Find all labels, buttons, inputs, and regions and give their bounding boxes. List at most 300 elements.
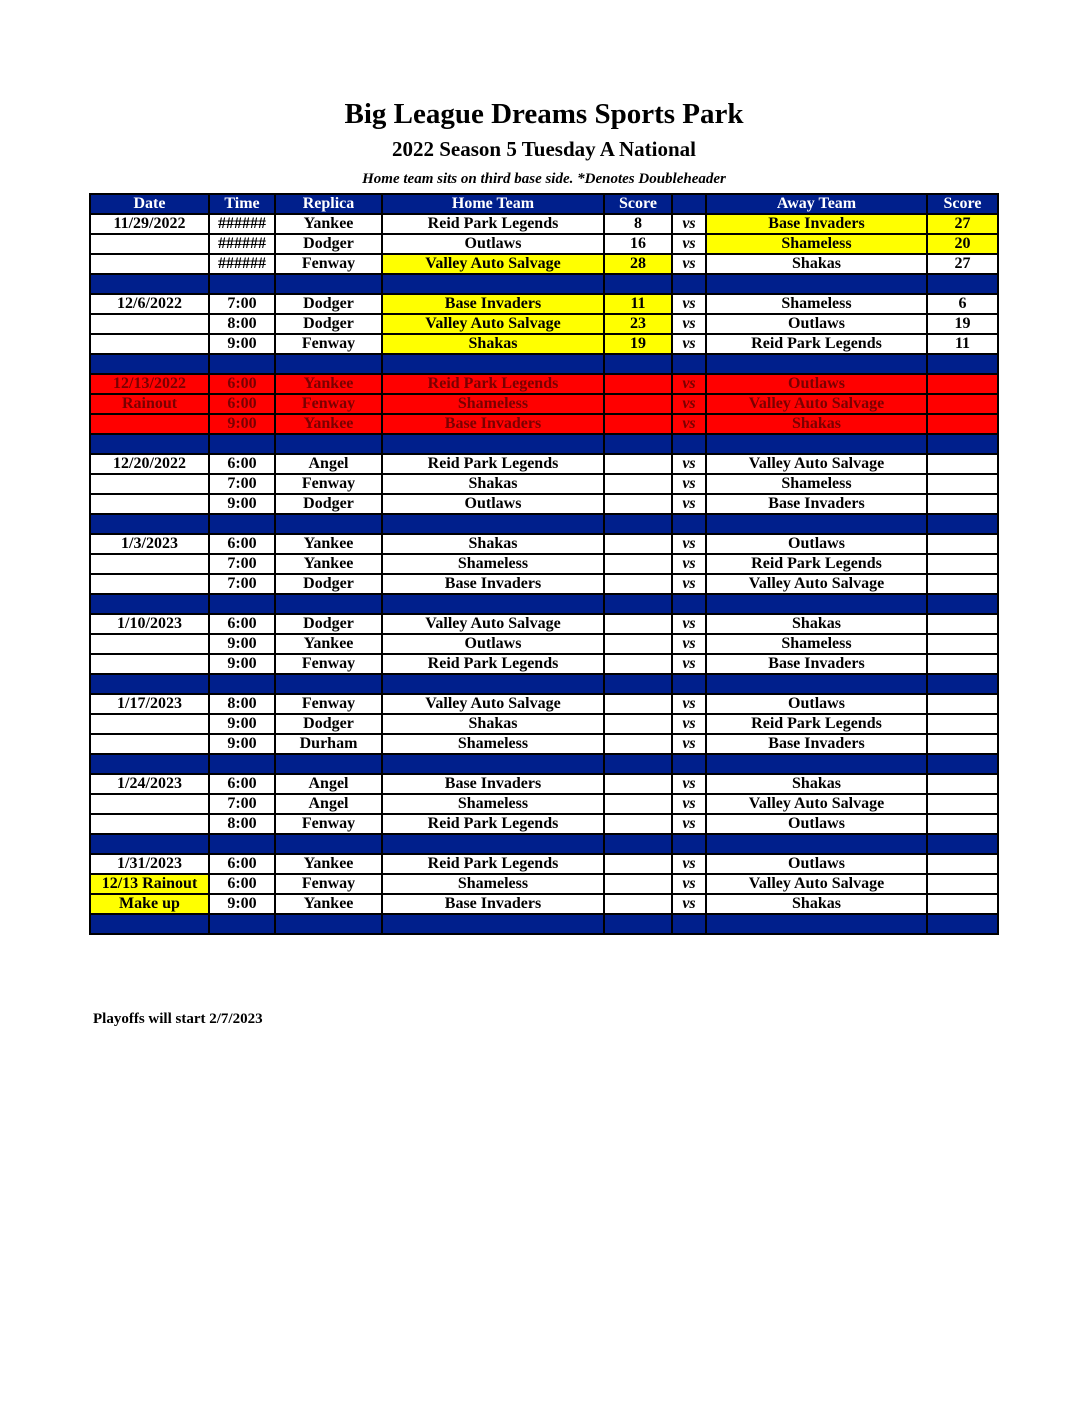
away-score-cell xyxy=(927,534,998,554)
time-cell: 6:00 xyxy=(209,874,275,894)
time-cell: 8:00 xyxy=(209,694,275,714)
home-score-cell xyxy=(604,494,672,514)
time-cell: 8:00 xyxy=(209,314,275,334)
game-row xyxy=(90,314,998,334)
home-team-cell: Base Invaders xyxy=(382,414,604,434)
page-title: Big League Dreams Sports Park xyxy=(344,98,744,130)
spacer-cell xyxy=(275,514,382,534)
away-team-cell: Shameless xyxy=(706,294,927,314)
date-cell: 12/13 Rainout xyxy=(90,874,209,894)
away-score-cell xyxy=(927,474,998,494)
spacer-cell xyxy=(209,834,275,854)
spacer-cell xyxy=(672,434,706,454)
spacer-row xyxy=(90,674,998,694)
home-score-cell xyxy=(604,894,672,914)
spacer-row xyxy=(90,434,998,454)
game-row xyxy=(90,374,998,394)
spacer-row xyxy=(90,914,998,934)
spacer-cell xyxy=(275,434,382,454)
spacer-cell xyxy=(927,754,998,774)
spacer-cell xyxy=(275,594,382,614)
away-score-cell xyxy=(927,574,998,594)
spacer-row xyxy=(90,274,998,294)
home-score-cell xyxy=(604,614,672,634)
spacer-cell xyxy=(927,674,998,694)
vs-cell: vs xyxy=(672,534,706,554)
spacer-cell xyxy=(706,354,927,374)
game-row xyxy=(90,854,998,874)
home-score-cell xyxy=(604,714,672,734)
vs-cell: vs xyxy=(672,314,706,334)
header-away-score: Score xyxy=(927,194,998,214)
replica-cell: Angel xyxy=(275,454,382,474)
home-score-cell: 23 xyxy=(604,314,672,334)
schedule-body xyxy=(90,214,998,934)
spacer-cell xyxy=(382,434,604,454)
spacer-cell xyxy=(927,514,998,534)
home-score-cell: 19 xyxy=(604,334,672,354)
date-cell: 1/24/2023 xyxy=(90,774,209,794)
header-row xyxy=(90,194,998,214)
time-cell: 8:00 xyxy=(209,814,275,834)
away-score-cell xyxy=(927,774,998,794)
game-row xyxy=(90,214,998,234)
home-team-cell: Shameless xyxy=(382,874,604,894)
date-cell: 1/17/2023 xyxy=(90,694,209,714)
home-team-cell: Reid Park Legends xyxy=(382,814,604,834)
home-team-cell: Valley Auto Salvage xyxy=(382,314,604,334)
spacer-cell xyxy=(604,674,672,694)
replica-cell: Yankee xyxy=(275,534,382,554)
spacer-cell xyxy=(90,914,209,934)
replica-cell: Fenway xyxy=(275,334,382,354)
spacer-cell xyxy=(382,594,604,614)
game-row xyxy=(90,734,998,754)
away-team-cell: Shakas xyxy=(706,254,927,274)
home-team-cell: Base Invaders xyxy=(382,294,604,314)
game-row xyxy=(90,394,998,414)
home-score-cell xyxy=(604,694,672,714)
vs-cell: vs xyxy=(672,774,706,794)
vs-cell: vs xyxy=(672,634,706,654)
vs-cell: vs xyxy=(672,854,706,874)
spacer-cell xyxy=(275,274,382,294)
time-cell: 6:00 xyxy=(209,394,275,414)
home-team-cell: Base Invaders xyxy=(382,894,604,914)
game-row xyxy=(90,814,998,834)
spacer-cell xyxy=(706,834,927,854)
time-cell: 6:00 xyxy=(209,454,275,474)
time-cell: 6:00 xyxy=(209,374,275,394)
spacer-cell xyxy=(706,434,927,454)
home-score-cell: 16 xyxy=(604,234,672,254)
spacer-cell xyxy=(927,434,998,454)
spacer-cell xyxy=(604,594,672,614)
away-team-cell: Valley Auto Salvage xyxy=(706,454,927,474)
home-team-cell: Shameless xyxy=(382,554,604,574)
away-team-cell: Outlaws xyxy=(706,854,927,874)
time-cell: 6:00 xyxy=(209,854,275,874)
vs-cell: vs xyxy=(672,414,706,434)
replica-cell: Durham xyxy=(275,734,382,754)
spacer-cell xyxy=(382,274,604,294)
replica-cell: Fenway xyxy=(275,694,382,714)
date-cell xyxy=(90,234,209,254)
page-subtitle: 2022 Season 5 Tuesday A National xyxy=(391,137,696,161)
spacer-cell xyxy=(927,914,998,934)
spacer-cell xyxy=(706,514,927,534)
date-cell xyxy=(90,814,209,834)
away-score-cell: 19 xyxy=(927,314,998,334)
date-cell: 1/10/2023 xyxy=(90,614,209,634)
spacer-cell xyxy=(672,674,706,694)
replica-cell: Yankee xyxy=(275,894,382,914)
away-score-cell xyxy=(927,694,998,714)
spacer-row xyxy=(90,354,998,374)
spacer-cell xyxy=(275,914,382,934)
playoffs-note: Playoffs will start 2/7/2023 xyxy=(93,1011,263,1027)
away-team-cell: Base Invaders xyxy=(706,654,927,674)
header-time: Time xyxy=(209,194,275,214)
time-cell: 7:00 xyxy=(209,794,275,814)
spacer-cell xyxy=(209,514,275,534)
spacer-cell xyxy=(209,914,275,934)
vs-cell: vs xyxy=(672,874,706,894)
replica-cell: Dodger xyxy=(275,294,382,314)
time-cell: 9:00 xyxy=(209,654,275,674)
replica-cell: Yankee xyxy=(275,374,382,394)
replica-cell: Dodger xyxy=(275,494,382,514)
game-row xyxy=(90,614,998,634)
date-cell xyxy=(90,414,209,434)
vs-cell: vs xyxy=(672,374,706,394)
game-row xyxy=(90,294,998,314)
away-team-cell: Valley Auto Salvage xyxy=(706,574,927,594)
away-score-cell: 20 xyxy=(927,234,998,254)
spacer-cell xyxy=(275,354,382,374)
replica-cell: Fenway xyxy=(275,814,382,834)
home-team-cell: Outlaws xyxy=(382,634,604,654)
away-score-cell xyxy=(927,494,998,514)
time-cell: ###### xyxy=(209,214,275,234)
spacer-cell xyxy=(706,914,927,934)
away-score-cell xyxy=(927,454,998,474)
vs-cell: vs xyxy=(672,614,706,634)
date-cell xyxy=(90,494,209,514)
spacer-cell xyxy=(706,674,927,694)
away-team-cell: Reid Park Legends xyxy=(706,554,927,574)
game-row xyxy=(90,554,998,574)
game-row xyxy=(90,654,998,674)
game-row xyxy=(90,454,998,474)
date-cell xyxy=(90,474,209,494)
away-team-cell: Outlaws xyxy=(706,374,927,394)
header-home-score: Score xyxy=(604,194,672,214)
header-home-team: Home Team xyxy=(382,194,604,214)
spacer-cell xyxy=(90,514,209,534)
game-row xyxy=(90,634,998,654)
away-score-cell xyxy=(927,374,998,394)
time-cell: 7:00 xyxy=(209,574,275,594)
time-cell: 9:00 xyxy=(209,634,275,654)
away-score-cell xyxy=(927,894,998,914)
away-score-cell: 27 xyxy=(927,254,998,274)
away-score-cell xyxy=(927,714,998,734)
away-team-cell: Shakas xyxy=(706,614,927,634)
away-team-cell: Base Invaders xyxy=(706,734,927,754)
replica-cell: Dodger xyxy=(275,574,382,594)
away-score-cell xyxy=(927,734,998,754)
game-row xyxy=(90,794,998,814)
date-cell xyxy=(90,634,209,654)
game-row xyxy=(90,334,998,354)
replica-cell: Dodger xyxy=(275,314,382,334)
date-cell xyxy=(90,574,209,594)
replica-cell: Angel xyxy=(275,774,382,794)
time-cell: ###### xyxy=(209,254,275,274)
replica-cell: Fenway xyxy=(275,474,382,494)
home-score-cell xyxy=(604,874,672,894)
vs-cell: vs xyxy=(672,714,706,734)
header-replica: Replica xyxy=(275,194,382,214)
spacer-cell xyxy=(209,754,275,774)
home-score-cell xyxy=(604,574,672,594)
away-score-cell xyxy=(927,394,998,414)
home-team-cell: Reid Park Legends xyxy=(382,454,604,474)
vs-cell: vs xyxy=(672,554,706,574)
vs-cell: vs xyxy=(672,394,706,414)
date-cell: 11/29/2022 xyxy=(90,214,209,234)
away-score-cell: 27 xyxy=(927,214,998,234)
time-cell: 6:00 xyxy=(209,774,275,794)
home-score-cell xyxy=(604,634,672,654)
home-team-cell: Valley Auto Salvage xyxy=(382,254,604,274)
spacer-cell xyxy=(382,754,604,774)
spacer-cell xyxy=(209,594,275,614)
replica-cell: Yankee xyxy=(275,854,382,874)
time-cell: 9:00 xyxy=(209,714,275,734)
replica-cell: Dodger xyxy=(275,234,382,254)
spacer-cell xyxy=(275,674,382,694)
home-score-cell: 11 xyxy=(604,294,672,314)
game-row xyxy=(90,714,998,734)
vs-cell: vs xyxy=(672,454,706,474)
away-score-cell xyxy=(927,814,998,834)
date-cell xyxy=(90,254,209,274)
home-team-cell: Reid Park Legends xyxy=(382,854,604,874)
away-score-cell xyxy=(927,794,998,814)
time-cell: 6:00 xyxy=(209,614,275,634)
spacer-row xyxy=(90,514,998,534)
spacer-row xyxy=(90,594,998,614)
spacer-cell xyxy=(382,674,604,694)
away-team-cell: Outlaws xyxy=(706,534,927,554)
game-row xyxy=(90,474,998,494)
home-team-cell: Valley Auto Salvage xyxy=(382,694,604,714)
home-team-cell: Shakas xyxy=(382,334,604,354)
spacer-cell xyxy=(90,434,209,454)
spacer-cell xyxy=(209,434,275,454)
away-score-cell xyxy=(927,614,998,634)
spacer-cell xyxy=(90,594,209,614)
spacer-cell xyxy=(209,274,275,294)
date-cell: 12/6/2022 xyxy=(90,294,209,314)
away-team-cell: Valley Auto Salvage xyxy=(706,394,927,414)
spacer-cell xyxy=(382,354,604,374)
spacer-cell xyxy=(604,514,672,534)
date-cell: Rainout xyxy=(90,394,209,414)
vs-cell: vs xyxy=(672,494,706,514)
away-team-cell: Outlaws xyxy=(706,314,927,334)
replica-cell: Angel xyxy=(275,794,382,814)
vs-cell: vs xyxy=(672,334,706,354)
home-score-cell xyxy=(604,734,672,754)
date-cell: 12/13/2022 xyxy=(90,374,209,394)
vs-cell: vs xyxy=(672,694,706,714)
date-cell: 1/31/2023 xyxy=(90,854,209,874)
away-team-cell: Shakas xyxy=(706,414,927,434)
time-cell: 9:00 xyxy=(209,894,275,914)
schedule-note: Home team sits on third base side. *Denotes Doubleheader xyxy=(362,171,726,187)
replica-cell: Fenway xyxy=(275,394,382,414)
away-score-cell xyxy=(927,554,998,574)
home-team-cell: Base Invaders xyxy=(382,574,604,594)
spacer-cell xyxy=(706,754,927,774)
away-team-cell: Shakas xyxy=(706,774,927,794)
away-team-cell: Reid Park Legends xyxy=(706,334,927,354)
spacer-cell xyxy=(927,594,998,614)
away-team-cell: Shameless xyxy=(706,474,927,494)
date-cell xyxy=(90,334,209,354)
away-score-cell xyxy=(927,634,998,654)
home-team-cell: Shameless xyxy=(382,394,604,414)
date-cell xyxy=(90,714,209,734)
away-score-cell xyxy=(927,654,998,674)
home-team-cell: Reid Park Legends xyxy=(382,214,604,234)
date-cell xyxy=(90,734,209,754)
game-row xyxy=(90,574,998,594)
game-row xyxy=(90,774,998,794)
home-team-cell: Reid Park Legends xyxy=(382,654,604,674)
game-row xyxy=(90,414,998,434)
home-team-cell: Reid Park Legends xyxy=(382,374,604,394)
away-score-cell: 6 xyxy=(927,294,998,314)
spacer-cell xyxy=(672,514,706,534)
home-score-cell xyxy=(604,654,672,674)
time-cell: 9:00 xyxy=(209,414,275,434)
home-score-cell xyxy=(604,394,672,414)
home-score-cell: 8 xyxy=(604,214,672,234)
away-score-cell: 11 xyxy=(927,334,998,354)
home-score-cell xyxy=(604,794,672,814)
spacer-cell xyxy=(927,274,998,294)
vs-cell: vs xyxy=(672,234,706,254)
home-score-cell xyxy=(604,814,672,834)
home-team-cell: Valley Auto Salvage xyxy=(382,614,604,634)
home-team-cell: Outlaws xyxy=(382,234,604,254)
spacer-cell xyxy=(672,274,706,294)
spacer-cell xyxy=(604,434,672,454)
time-cell: ###### xyxy=(209,234,275,254)
spacer-cell xyxy=(382,834,604,854)
date-cell: Make up xyxy=(90,894,209,914)
spacer-cell xyxy=(672,354,706,374)
time-cell: 9:00 xyxy=(209,334,275,354)
time-cell: 9:00 xyxy=(209,734,275,754)
date-cell xyxy=(90,314,209,334)
home-team-cell: Outlaws xyxy=(382,494,604,514)
replica-cell: Yankee xyxy=(275,554,382,574)
away-team-cell: Reid Park Legends xyxy=(706,714,927,734)
spacer-cell xyxy=(209,674,275,694)
spacer-cell xyxy=(604,754,672,774)
spacer-cell xyxy=(604,274,672,294)
date-cell xyxy=(90,654,209,674)
vs-cell: vs xyxy=(672,894,706,914)
spacer-cell xyxy=(90,354,209,374)
home-team-cell: Shakas xyxy=(382,474,604,494)
vs-cell: vs xyxy=(672,814,706,834)
spacer-cell xyxy=(927,354,998,374)
replica-cell: Yankee xyxy=(275,414,382,434)
spacer-cell xyxy=(604,914,672,934)
schedule-table xyxy=(89,193,999,935)
vs-cell: vs xyxy=(672,214,706,234)
away-team-cell: Outlaws xyxy=(706,814,927,834)
spacer-cell xyxy=(672,754,706,774)
replica-cell: Fenway xyxy=(275,874,382,894)
date-cell xyxy=(90,554,209,574)
spacer-cell xyxy=(209,354,275,374)
time-cell: 9:00 xyxy=(209,494,275,514)
away-team-cell: Valley Auto Salvage xyxy=(706,874,927,894)
away-score-cell xyxy=(927,874,998,894)
home-score-cell xyxy=(604,374,672,394)
date-cell: 1/3/2023 xyxy=(90,534,209,554)
home-team-cell: Shameless xyxy=(382,794,604,814)
spacer-row xyxy=(90,754,998,774)
away-team-cell: Base Invaders xyxy=(706,494,927,514)
replica-cell: Fenway xyxy=(275,654,382,674)
away-score-cell xyxy=(927,414,998,434)
date-cell: 12/20/2022 xyxy=(90,454,209,474)
away-team-cell: Shameless xyxy=(706,234,927,254)
home-team-cell: Base Invaders xyxy=(382,774,604,794)
home-score-cell xyxy=(604,774,672,794)
time-cell: 7:00 xyxy=(209,554,275,574)
spacer-cell xyxy=(90,274,209,294)
spacer-cell xyxy=(275,834,382,854)
home-score-cell xyxy=(604,474,672,494)
game-row xyxy=(90,234,998,254)
home-score-cell xyxy=(604,454,672,474)
time-cell: 6:00 xyxy=(209,534,275,554)
vs-cell: vs xyxy=(672,294,706,314)
away-team-cell: Outlaws xyxy=(706,694,927,714)
vs-cell: vs xyxy=(672,794,706,814)
game-row xyxy=(90,254,998,274)
replica-cell: Yankee xyxy=(275,634,382,654)
home-score-cell xyxy=(604,414,672,434)
spacer-cell xyxy=(275,754,382,774)
game-row xyxy=(90,694,998,714)
spacer-cell xyxy=(382,514,604,534)
vs-cell: vs xyxy=(672,254,706,274)
date-cell xyxy=(90,794,209,814)
home-score-cell xyxy=(604,854,672,874)
away-team-cell: Base Invaders xyxy=(706,214,927,234)
vs-cell: vs xyxy=(672,474,706,494)
